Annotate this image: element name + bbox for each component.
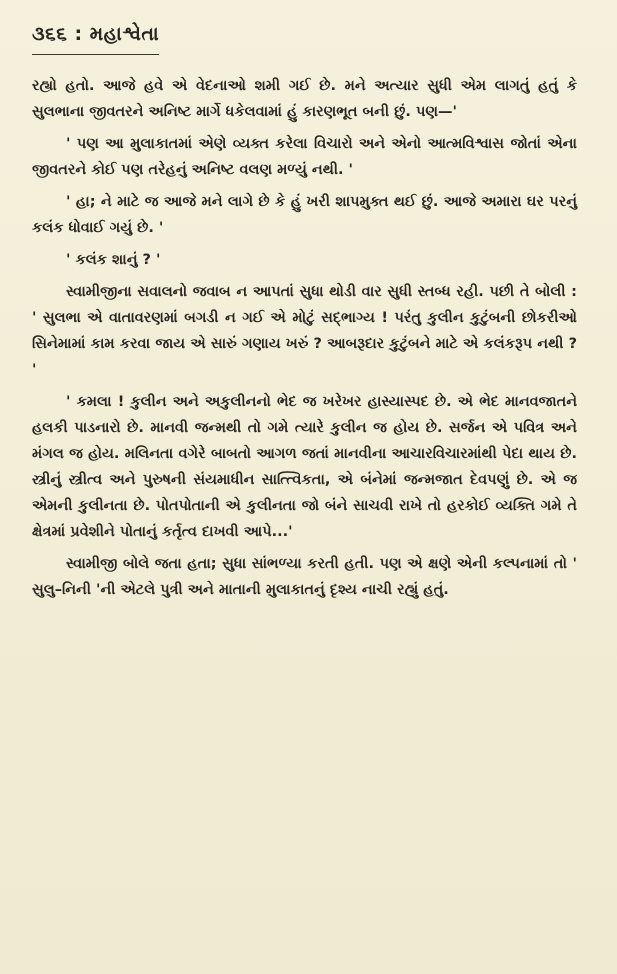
body-text — [32, 73, 577, 603]
paragraph: ' કલંક શાનું ? ' — [66, 252, 161, 268]
running-head: ૩૬૬ : મહાશ્વેતા — [32, 22, 159, 55]
paragraph: ' પણ આ મુલાકાતમાં એણે વ્યક્ત કરેલા વિચારો અને એનો આત્મવિશ્વાસ જોતાં એના જીવતરને કોઈ પણ તરેહનું અનિષ્ટ વલણ મળ્યું નથી. ' — [32, 136, 577, 178]
paragraph: ' કમલા ! કુલીન અને અકુલીનનો ભેદ જ ખરેખર હાસ્યાસ્પદ છે. એ ભેદ માનવજાતને હલકી પાડનારો છે. માનવી જન્મથી તો ગમે ત્યારે કુલીન જ હોય છે. સર્જન એ પવિત્ર અને મંગલ જ હોય. મલિનતા વગેરે બાબતો આગળ જતાં માનવીના આચારવિચારમાંથી પેદા થાય છે. સ્ત્રીનું સ્ત્રીત્વ અને પુરુષની સંયમાધીન સાત્ત્વિકતા, એ બંનેમાં જન્મજાત દેવપણું છે. એ જ એમની કુલીનતા છે. પોતપોતાની એ કુલીનતા જો બંને સાચવી રાખે તો હરકોઈ વ્યક્તિ ગમે તે ક્ષેત્રમાં પ્રવેશીને પોતાનું કર્તૃત્વ દાખવી આપે...' — [32, 394, 577, 540]
paragraph: ' હા; ને માટે જ આજે મને લાગે છે કે હું ખરી શાપમુક્ત થઈ છું. આજે અમારા ઘર પરનું કલંક ધોવાઈ ગયું છે. ' — [32, 194, 577, 236]
paragraph: સ્વામીજીના સવાલનો જવાબ ન આપતાં સુધા થોડી વાર સુધી સ્તબ્ધ રહી. પછી તે બોલી : ' સુલભા એ વાતાવરણમાં બગડી ન ગઈ એ મોટું સદ્ભાગ્ય ! પરંતુ કુલીન કુટુંબની છોકરીઓ સિનેમામાં કામ કરવા જાય એ સારું ગણાય ખરું ? આબરૂદાર કુટુંબને માટે એ કલંકરૂપ નથી ? ' — [32, 284, 577, 378]
paragraph: સ્વામીજી બોલે જતા હતા; સુધા સાંભળ્યા કરતી હતી. પણ એ ક્ષણે એની કલ્પનામાં તો ' સુલુ–નિની 'ની એટલે પુત્રી અને માતાની મુલાકાતનું દૃશ્ય નાચી રહ્યું હતું. — [32, 556, 577, 598]
paragraph: રહ્યો હતો. આજે હવે એ વેદનાઓ શમી ગઈ છે. મને અત્યાર સુધી એમ લાગતું હતું કે સુલભાના જીવતરને અનિષ્ટ માર્ગે ધકેલવામાં હું કારણભૂત બની છું. પણ—' — [32, 78, 577, 120]
